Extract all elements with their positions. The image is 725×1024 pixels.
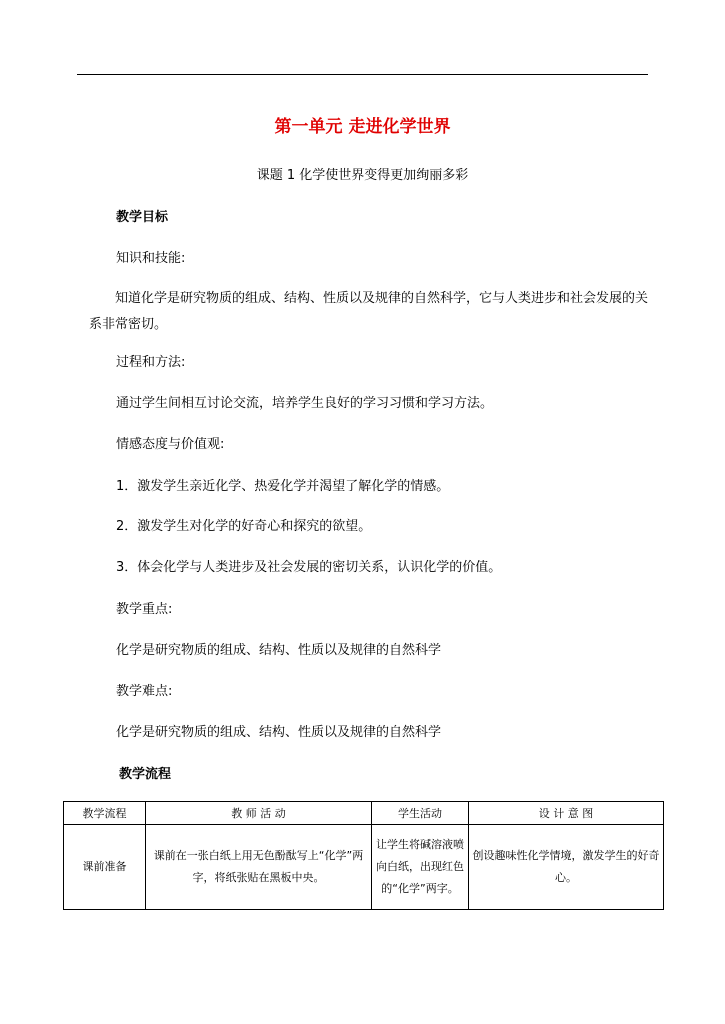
emotion-item: 3．体会化学与人类进步及社会发展的密切关系，认识化学的价值。 xyxy=(116,560,502,575)
table-cell: 让学生将碱溶液喷向白纸，出现红色的“化学”两字。 xyxy=(372,825,469,910)
key-text: 化学是研究物质的组成、结构、性质以及规律的自然科学 xyxy=(116,643,442,658)
table-header: 设 计 意 图 xyxy=(469,802,664,825)
flow-heading: 教学流程 xyxy=(119,767,172,782)
table-header-row xyxy=(64,802,664,825)
emotion-label: 情感态度与价值观: xyxy=(116,437,225,452)
process-label: 过程和方法: xyxy=(116,355,186,370)
table-cell: 课前在一张白纸上用无色酚酞写上“化学”两字，将纸张贴在黑板中央。 xyxy=(146,825,372,910)
emotion-item: 2．激发学生对化学的好奇心和探究的欲望。 xyxy=(116,519,372,534)
difficulty-text: 化学是研究物质的组成、结构、性质以及规律的自然科学 xyxy=(116,725,442,740)
header-rule xyxy=(77,74,648,75)
table-cell: 课前准备 xyxy=(64,825,146,910)
objectives-heading: 教学目标 xyxy=(116,210,169,225)
table-header: 教学流程 xyxy=(64,802,146,825)
process-text: 通过学生间相互讨论交流，培养学生良好的学习习惯和学习方法。 xyxy=(116,396,494,411)
lesson-subtitle: 课题 1 化学使世界变得更加绚丽多彩 xyxy=(256,168,469,183)
difficulty-label: 教学难点: xyxy=(116,684,173,699)
table-header: 学生活动 xyxy=(372,802,469,825)
emotion-item: 1．激发学生亲近化学、热爱化学并渴望了解化学的情感。 xyxy=(116,479,450,494)
knowledge-label: 知识和技能: xyxy=(116,251,186,266)
table-cell: 创设趣味性化学情境，激发学生的好奇心。 xyxy=(469,825,664,910)
knowledge-text: 知道化学是研究物质的组成、结构、性质以及规律的自然科学，它与人类进步和社会发展的关系非常密切。 xyxy=(89,291,649,332)
table-header: 教 师 活 动 xyxy=(146,802,372,825)
key-label: 教学重点: xyxy=(116,602,173,617)
teaching-flow-table xyxy=(63,801,664,910)
page-title: 第一单元 走进化学世界 xyxy=(274,117,451,137)
table-row xyxy=(64,825,664,910)
